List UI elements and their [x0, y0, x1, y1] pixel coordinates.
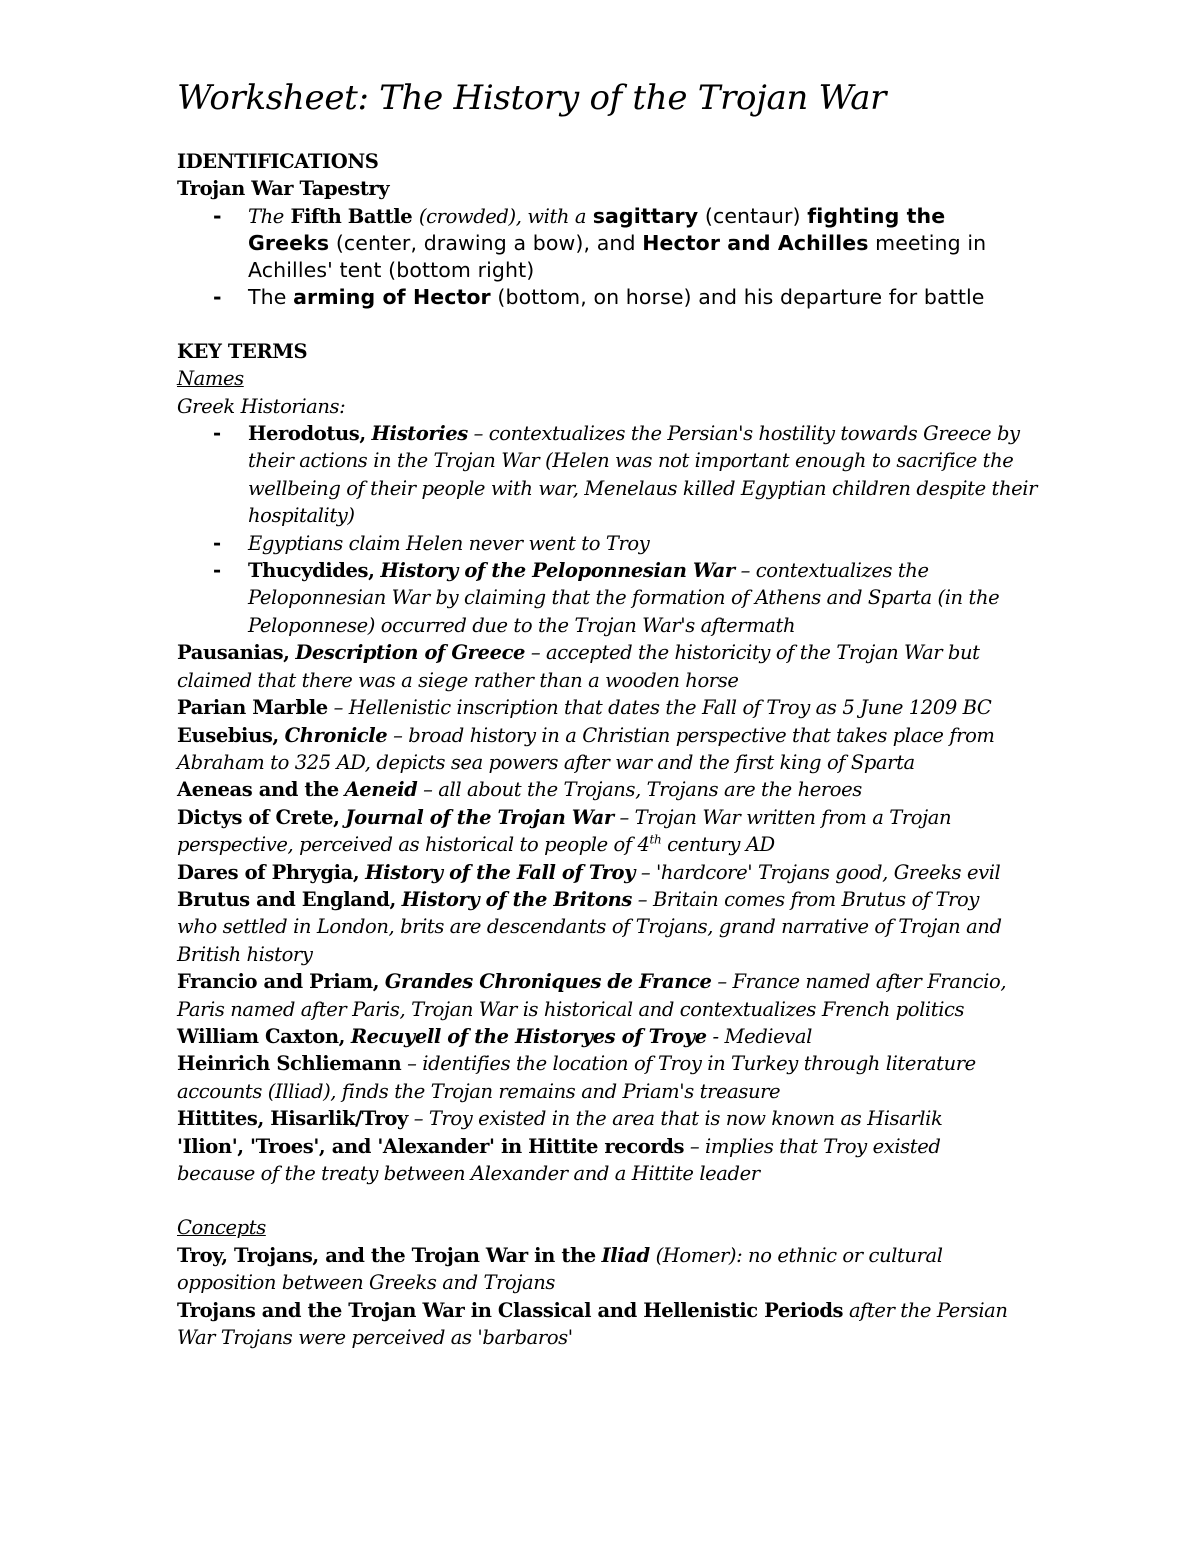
document-page [177, 78, 1037, 1351]
greek-historians-label: Greek Historians: [177, 394, 346, 418]
list-item: - Herodotus, Histories – contextualizes the Persian's hostility towards Greece by their actions in the Trojan War (Helen was not important enough to sacrifice the wellbeing of their people with war, Menelaus killed Egyptian children despite their hospitality) [248, 420, 1038, 530]
term-entry: Dares of Phrygia, History of the Fall of Troy – 'hardcore' Trojans good, Greeks evil [177, 860, 1001, 884]
term-entry: Parian Marble – Hellenistic inscription that dates the Fall of Troy as 5 June 1209 BC [177, 696, 992, 720]
historians-list [177, 420, 1037, 639]
term-entry: Hittites, Hisarlik/Troy – Troy existed in the area that is now known as Hisarlik [177, 1107, 943, 1131]
term-entry: William Caxton, Recuyell of the Historyes of Troye - Medieval [177, 1024, 812, 1048]
term-entry: Dictys of Crete, Journal of the Trojan War – Trojan War written from a Trojan perspective, perceived as historical to people of 4th century AD [177, 805, 952, 857]
term-entry: Pausanias, Description of Greece – accepted the historicity of the Trojan War but claimed that there was a siege rather than a wooden horse [177, 641, 980, 692]
term-entry: Eusebius, Chronicle – broad history in a Christian perspective that takes place from Abraham to 325 AD, depicts sea powers after war and the first king of Sparta [177, 723, 995, 774]
key-terms-heading: KEY TERMS [177, 339, 308, 363]
term-entry: Brutus and England, History of the Britons – Britain comes from Brutus of Troy who settled in London, brits are descendants of Trojans, grand narrative of Trojan and British history [177, 887, 1002, 966]
term-entry: Francio and Priam, Grandes Chroniques de France – France named after Francio, Paris named after Paris, Trojan War is historical and contextualizes French politics [177, 970, 1007, 1021]
identifications-heading: IDENTIFICATIONS [177, 150, 379, 173]
list-item: - Thucydides, History of the Peloponnesian War – contextualizes the Peloponnesian War by claiming that the formation of Athens and Sparta (in the Peloponnese) occurred due to the Trojan War's aftermath [248, 557, 1028, 639]
concept-entry: Troy, Trojans, and the Trojan War in the Iliad (Homer): no ethnic or cultural opposition between Greeks and Trojans [177, 1243, 943, 1295]
list-item: - The arming of Hector (bottom, on horse) and his departure for battle [248, 284, 1028, 311]
tapestry-subheading: Trojan War Tapestry [177, 177, 390, 201]
list-item: - The Fifth Battle (crowded), with a sagittary (centaur) fighting the Greeks (center, drawing a bow), and Hector and Achilles meeting in Achilles' tent (bottom right) [248, 203, 1028, 284]
term-entry: Heinrich Schliemann – identifies the location of Troy in Turkey through literature accounts (Illiad), finds the Trojan remains and Priam's treasure [177, 1052, 976, 1103]
term-entry: Aeneas and the Aeneid – all about the Trojans, Trojans are the heroes [177, 778, 862, 802]
list-item: - Egyptians claim Helen never went to Troy [248, 530, 1038, 557]
names-subheading: Names [177, 367, 244, 391]
concept-entry: Trojans and the Trojan War in Classical and Hellenistic Periods after the Persian War Trojans were perceived as 'barbaros' [177, 1298, 1008, 1350]
concepts-subheading: Concepts [177, 1216, 266, 1240]
tapestry-list [177, 203, 1037, 311]
term-entry: 'Ilion', 'Troes', and 'Alexander' in Hittite records – implies that Troy existed because of the treaty between Alexander and a Hittite leader [177, 1134, 941, 1185]
worksheet-title: Worksheet: The History of the Trojan War [177, 78, 887, 118]
